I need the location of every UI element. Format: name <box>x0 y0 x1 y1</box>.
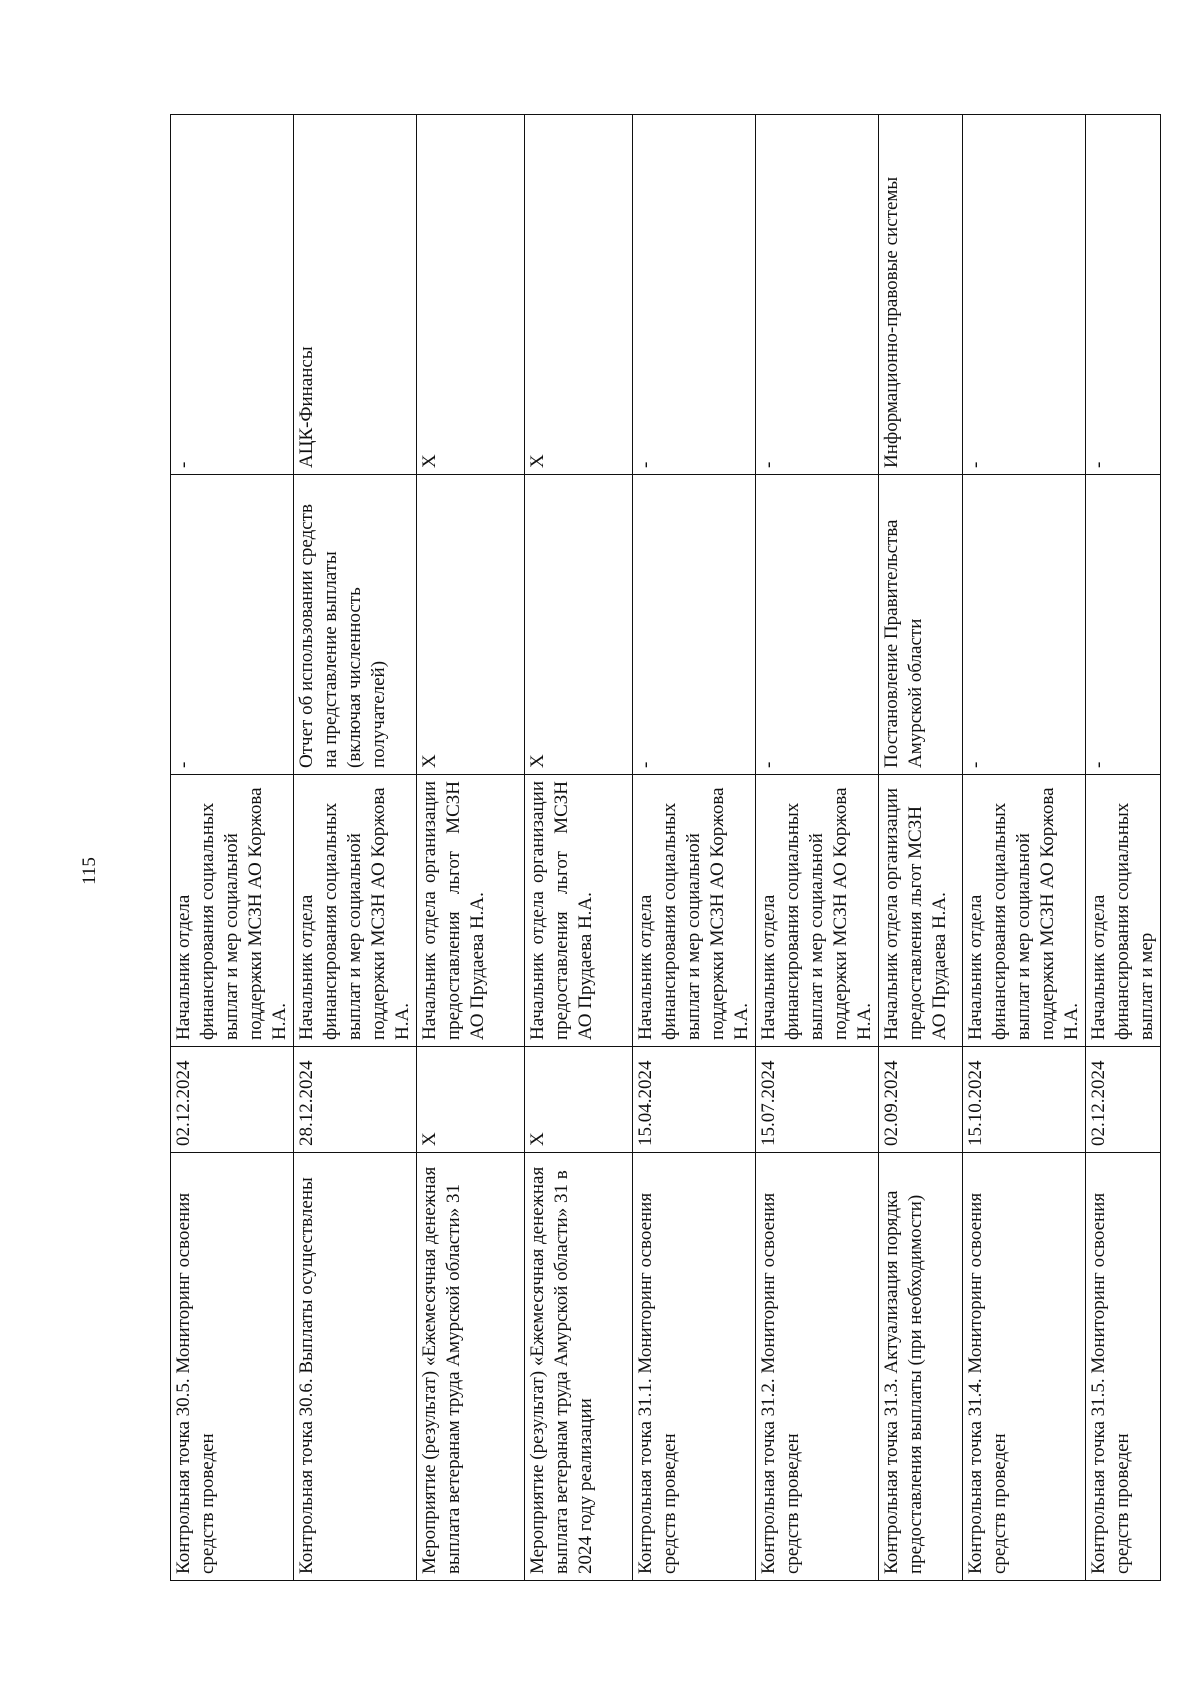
document-cell: - <box>633 475 756 775</box>
rotated-table-container <box>170 115 1157 1581</box>
responsible-cell: Начальник отдела финансирования социальных выплат и мер социальной поддержки МСЗН АО Коржова Н.А. <box>633 775 756 1047</box>
document-cell: X <box>417 475 525 775</box>
date-cell: 15.07.2024 <box>756 1047 879 1153</box>
date-cell: X <box>417 1047 525 1153</box>
system-cell: X <box>417 115 525 475</box>
date-cell: 15.10.2024 <box>963 1047 1086 1153</box>
document-cell: - <box>171 475 294 775</box>
control-points-table <box>170 114 1161 1581</box>
date-cell: 28.12.2024 <box>294 1047 417 1153</box>
event-cell: Контрольная точка 31.1. Мониторинг освоения средств проведен <box>633 1153 756 1581</box>
table-row <box>525 115 633 1581</box>
responsible-cell: Начальник отдела финансирования социальных выплат и мер социальной поддержки МСЗН АО Коржова Н.А. <box>294 775 417 1047</box>
table-row <box>963 115 1086 1581</box>
responsible-cell: Начальник отдела финансирования социальных выплат и мер <box>1086 775 1161 1047</box>
system-cell: Информационно-правовые системы <box>879 115 963 475</box>
date-cell: X <box>525 1047 633 1153</box>
responsible-cell: Начальник отдела финансирования социальных выплат и мер социальной поддержки МСЗН АО Коржова Н.А. <box>171 775 294 1047</box>
responsible-cell: Начальник отдела финансирования социальных выплат и мер социальной поддержки МСЗН АО Коржова Н.А. <box>756 775 879 1047</box>
event-cell: Контрольная точка 31.5. Мониторинг освоения средств проведен <box>1086 1153 1161 1581</box>
responsible-cell: Начальник отдела организации предоставления льгот МСЗН АО Прудаева Н.А. <box>525 775 633 1047</box>
document-cell: - <box>756 475 879 775</box>
table-row <box>633 115 756 1581</box>
system-cell: - <box>633 115 756 475</box>
document-cell: - <box>1086 475 1161 775</box>
table-row <box>171 115 294 1581</box>
system-cell: АЦК-Финансы <box>294 115 417 475</box>
document-cell: - <box>963 475 1086 775</box>
system-cell: - <box>963 115 1086 475</box>
event-cell: Мероприятие (результат) «Ежемесячная денежная выплата ветеранам труда Амурской области» 31 <box>417 1153 525 1581</box>
table-row <box>879 115 963 1581</box>
system-cell: - <box>171 115 294 475</box>
responsible-cell: Начальник отдела финансирования социальных выплат и мер социальной поддержки МСЗН АО Коржова Н.А. <box>963 775 1086 1047</box>
event-cell: Контрольная точка 30.6. Выплаты осуществлены <box>294 1153 417 1581</box>
system-cell: - <box>1086 115 1161 475</box>
table-row <box>294 115 417 1581</box>
event-cell: Мероприятие (результат) «Ежемесячная денежная выплата ветеранам труда Амурской области» 31 в 2024 году реализации <box>525 1153 633 1581</box>
table-row <box>417 115 525 1581</box>
document-cell: Постановление Правительства Амурской области <box>879 475 963 775</box>
date-cell: 02.12.2024 <box>1086 1047 1161 1153</box>
page-number: 115 <box>79 857 100 885</box>
table-row <box>1086 115 1161 1581</box>
event-cell: Контрольная точка 31.2. Мониторинг освоения средств проведен <box>756 1153 879 1581</box>
document-cell: X <box>525 475 633 775</box>
date-cell: 02.09.2024 <box>879 1047 963 1153</box>
date-cell: 15.04.2024 <box>633 1047 756 1153</box>
system-cell: - <box>756 115 879 475</box>
date-cell: 02.12.2024 <box>171 1047 294 1153</box>
responsible-cell: Начальник отдела организации предоставления льгот МСЗН АО Прудаева Н.А. <box>879 775 963 1047</box>
event-cell: Контрольная точка 31.4. Мониторинг освоения средств проведен <box>963 1153 1086 1581</box>
responsible-cell: Начальник отдела организации предоставления льгот МСЗН АО Прудаева Н.А. <box>417 775 525 1047</box>
system-cell: X <box>525 115 633 475</box>
table-row <box>756 115 879 1581</box>
event-cell: Контрольная точка 31.3. Актуализация порядка предоставления выплаты (при необходимости) <box>879 1153 963 1581</box>
document-cell: Отчет об использовании средств на представление выплаты (включая численность получателей) <box>294 475 417 775</box>
event-cell: Контрольная точка 30.5. Мониторинг освоения средств проведен <box>171 1153 294 1581</box>
